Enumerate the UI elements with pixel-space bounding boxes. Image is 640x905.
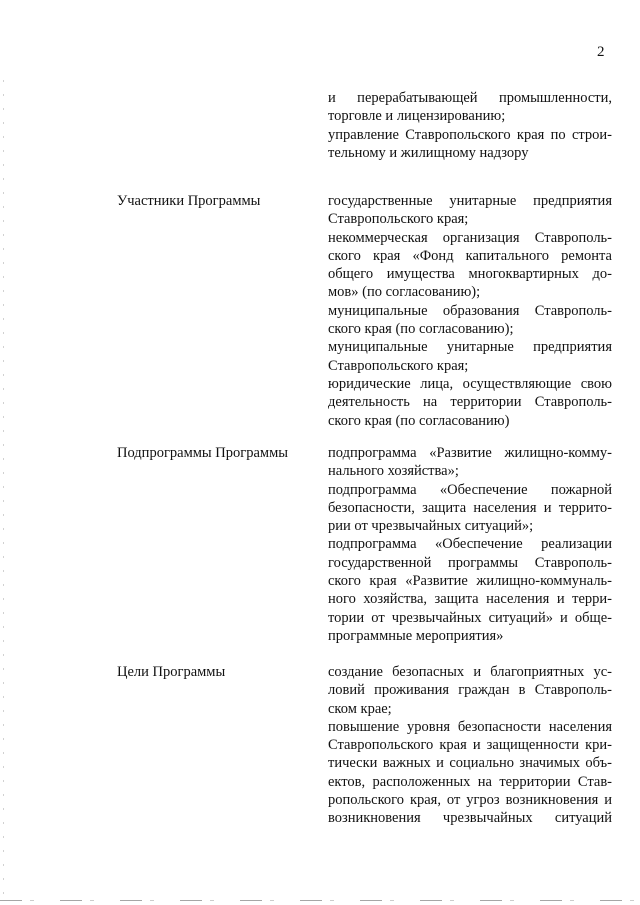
value-line: тории от чрезвычайных ситуаций» и обще-	[328, 609, 612, 626]
value-line: нального хозяйства»;	[328, 463, 459, 480]
value-line: ского края (по согласованию)	[328, 412, 510, 429]
value-line: торговле и лицензированию;	[328, 108, 506, 125]
value-line: и перерабатывающей промышленности,	[328, 90, 612, 106]
value-line: ектов, расположенных на территории Став-	[328, 773, 612, 790]
row-value	[328, 192, 612, 430]
row-value	[328, 444, 612, 645]
row-label: Цели Программы	[117, 664, 226, 680]
value-line: Ставропольского края;	[328, 211, 469, 228]
scan-artifact-bottom	[0, 900, 640, 901]
value-line: подпрограмма «Обеспечение реализации	[328, 536, 612, 553]
value-line: ского края «Развитие жилищно-коммуналь-	[328, 573, 612, 590]
value-line: возникновения чрезвычайных ситуаций	[328, 810, 612, 827]
page-number: 2	[597, 44, 605, 60]
value-line: ропольского края, от угроз возникновения и	[328, 792, 612, 809]
row-label: Участники Программы	[117, 193, 261, 209]
row-label: Подпрограммы Программы	[117, 445, 288, 461]
value-line: управление Ставропольского края по строи-	[328, 126, 612, 143]
value-line: программные мероприятия»	[328, 627, 504, 644]
value-line: подпрограмма «Развитие жилищно-комму-	[328, 445, 612, 461]
value-line: безопасности, защита населения и террито-	[328, 499, 612, 516]
value-line: ском крае;	[328, 700, 392, 717]
scan-artifact-left	[3, 80, 4, 900]
value-line: повышение уровня безопасности населения	[328, 718, 612, 735]
value-line: ского края «Фонд капитального ремонта	[328, 247, 612, 264]
value-line: мов» (по согласованию);	[328, 284, 481, 301]
value-line: ского края (по согласованию);	[328, 321, 514, 338]
value-line: юридические лица, осуществляющие свою	[328, 375, 612, 392]
value-line: государственной программы Ставрополь-	[328, 554, 612, 571]
value-line: ловий проживания граждан в Ставрополь-	[328, 682, 612, 699]
value-line: создание безопасных и благоприятных ус-	[328, 664, 612, 680]
value-line: общего имущества многоквартирных до-	[328, 266, 612, 283]
value-line: государственные унитарные предприятия	[328, 193, 612, 209]
row-value	[328, 663, 612, 828]
value-line: тельному и жилищному надзору	[328, 144, 529, 161]
row-value	[328, 89, 612, 162]
value-line: муниципальные образования Ставрополь-	[328, 302, 612, 319]
value-line: Ставропольского края и защищенности кри-	[328, 737, 612, 754]
value-line: некоммерческая организация Ставрополь-	[328, 229, 612, 246]
value-line: Ставропольского края;	[328, 357, 469, 374]
value-line: ного хозяйства, защита населения и терри-	[328, 591, 612, 608]
value-line: деятельность на территории Ставрополь-	[328, 394, 612, 411]
value-line: муниципальные унитарные предприятия	[328, 339, 612, 356]
value-line: подпрограмма «Обеспечение пожарной	[328, 481, 612, 498]
value-line: тически важных и социально значимых объ-	[328, 755, 612, 772]
value-line: рии от чрезвычайных ситуаций»;	[328, 518, 534, 535]
